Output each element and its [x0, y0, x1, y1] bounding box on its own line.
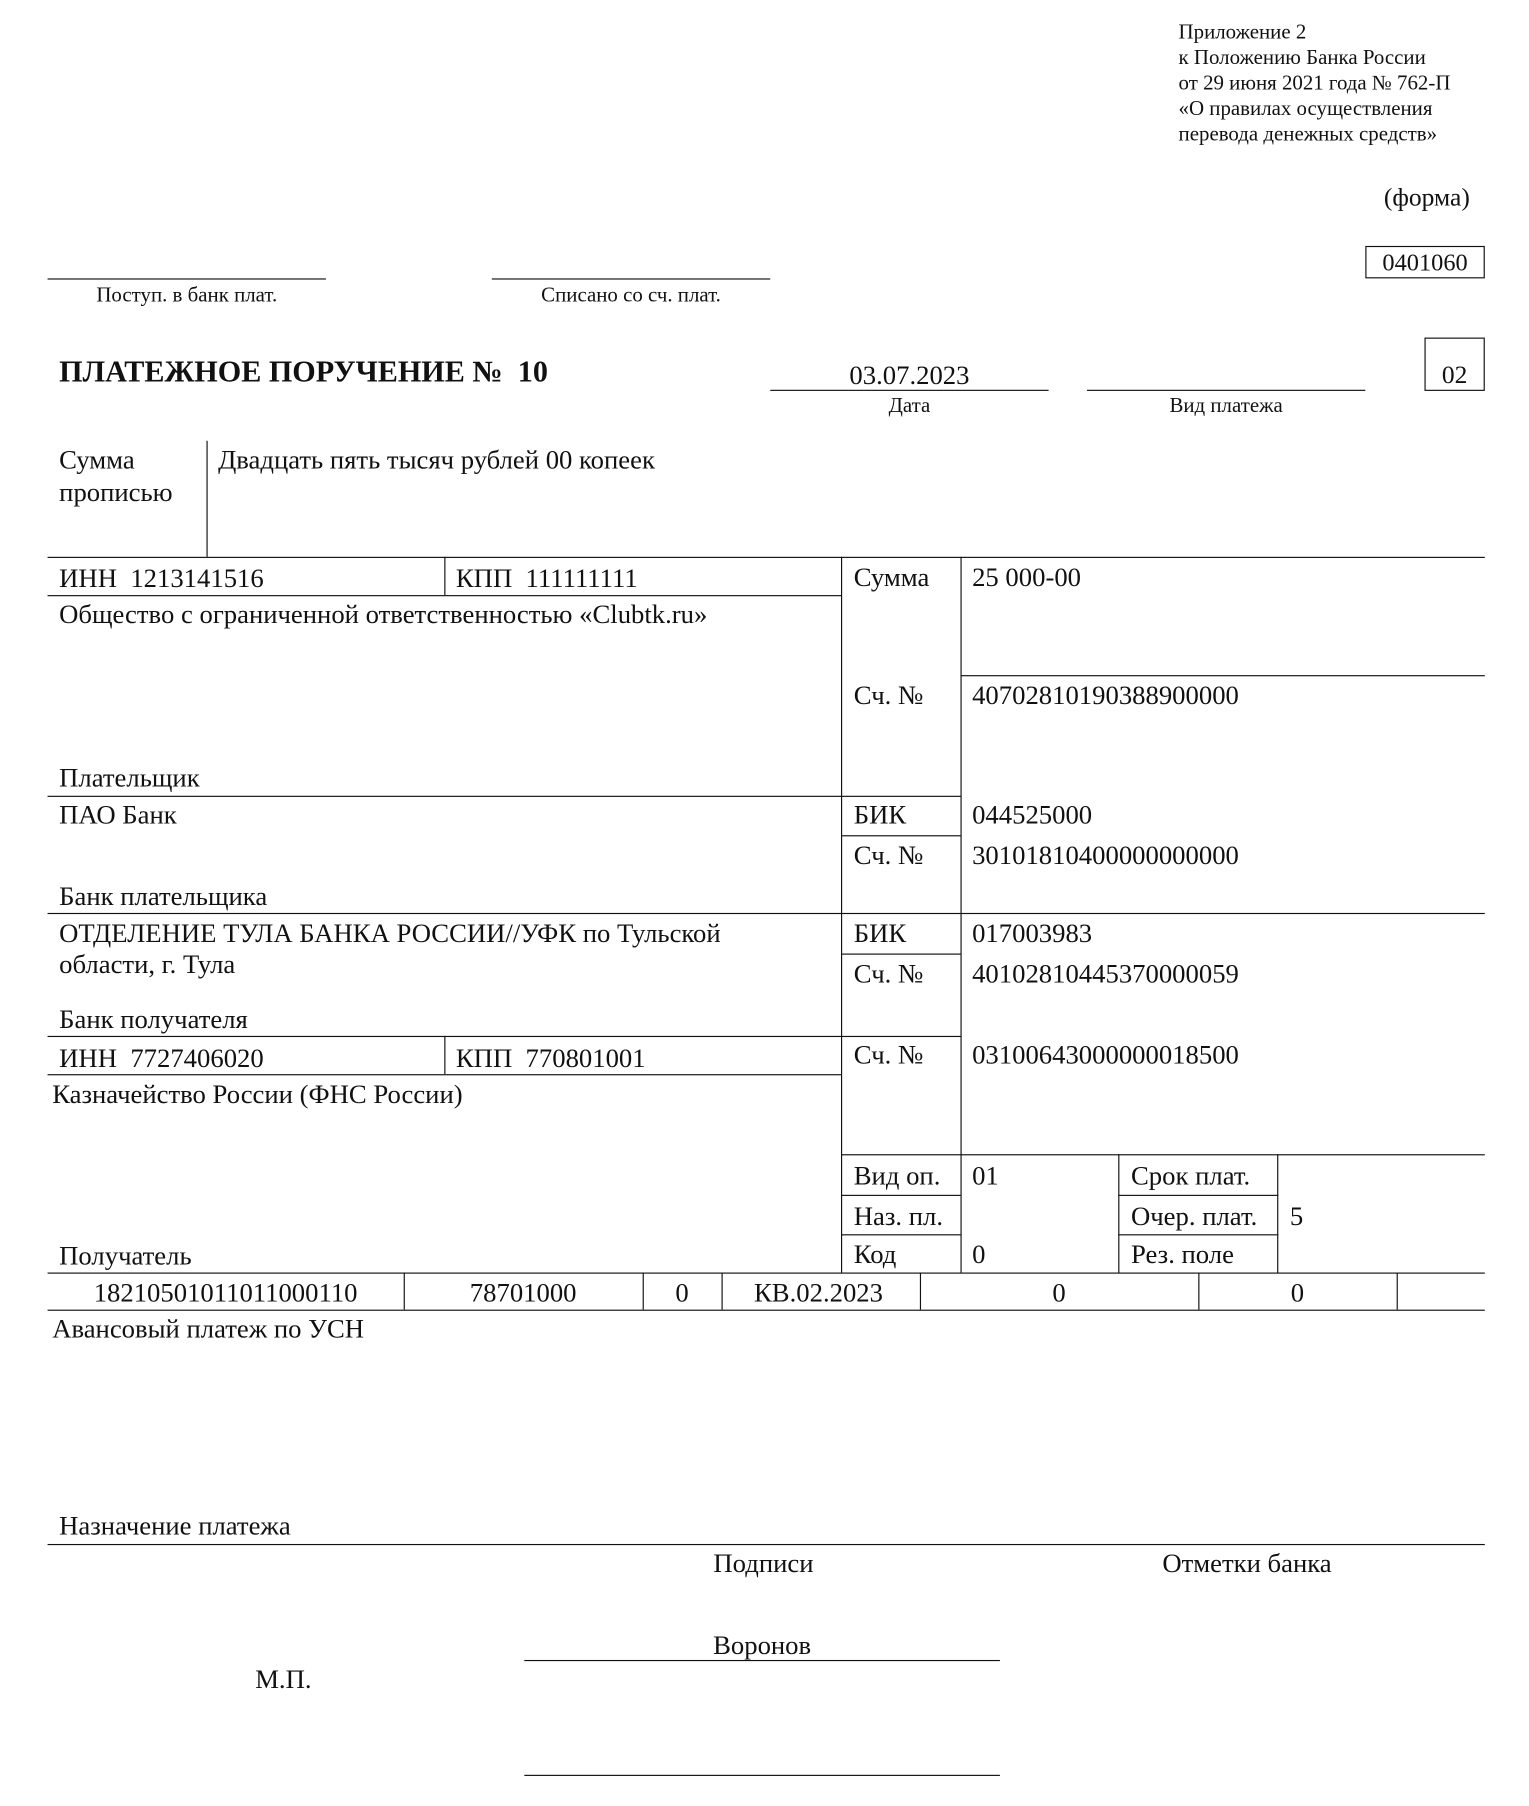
signature-line-1 [524, 1660, 1000, 1661]
payer-bank-acc-label: Сч. № [853, 841, 924, 870]
date-label: Дата [888, 393, 931, 417]
recipient-acc: 03100643000000018500 [972, 1040, 1239, 1070]
signature-line-2 [524, 1775, 1000, 1776]
amount-words-value: Двадцать пять тысяч рублей 00 копеек [218, 445, 655, 475]
payer-bank-bik-label: БИК [853, 800, 907, 830]
divider [48, 796, 961, 797]
tax-field-kbk: 18210501011011000110 [93, 1278, 358, 1308]
recipient-bank-acc: 40102810445370000059 [972, 959, 1239, 989]
op-srok-label: Срок плат. [1131, 1161, 1251, 1191]
status-box [1424, 338, 1484, 391]
received-line [48, 278, 326, 279]
divider [48, 557, 1485, 558]
divider [48, 595, 841, 596]
amount-words-label-2: прописью [59, 477, 173, 507]
divider [841, 557, 842, 1273]
debited-label: Списано со сч. плат. [541, 283, 721, 307]
payment-type-line [1087, 390, 1365, 391]
tax-field-period: КВ.02.2023 [754, 1278, 883, 1308]
op-naz-label: Наз. пл. [853, 1201, 944, 1231]
divider [1277, 1154, 1278, 1272]
bank-marks-label: Отметки банка [1162, 1548, 1332, 1578]
appendix-line: перевода денежных средств» [1178, 121, 1438, 145]
recipient-kpp-label: КПП [455, 1044, 513, 1073]
divider [48, 1036, 961, 1037]
divider [206, 441, 207, 557]
payer-account-label: Сч. № [853, 680, 924, 710]
title-text: ПЛАТЕЖНОЕ ПОРУЧЕНИЕ № [59, 354, 503, 389]
payer-inn-value: 1213141516 [130, 563, 264, 593]
divider [960, 557, 961, 1273]
payer-inn-label: ИНН [59, 563, 117, 593]
tax-field-doc-date: 0 [1290, 1278, 1305, 1308]
op-ocher-label: Очер. плат. [1131, 1201, 1258, 1231]
recipient-bank-name-1: ОТДЕЛЕНИЕ ТУЛА БАНКА РОССИИ//УФК по Тульской [59, 918, 721, 948]
divider [48, 1273, 1485, 1274]
recipient-bank-acc-label: Сч. № [853, 959, 924, 989]
recipient-inn-value: 7727406020 [130, 1044, 264, 1073]
divider [960, 675, 1484, 676]
payer-name: Общество с ограниченной ответственностью «Clubtk.ru» [59, 599, 708, 629]
payer-bank-bik: 044525000 [972, 800, 1093, 830]
recipient-kpp-value: 770801001 [525, 1044, 646, 1073]
op-vid-label: Вид оп. [853, 1161, 941, 1191]
recipient-bank-label: Банк получателя [59, 1004, 248, 1034]
amount-words-label-1: Сумма [59, 445, 135, 475]
purpose-label: Назначение платежа [59, 1511, 291, 1541]
op-ocher: 5 [1289, 1201, 1304, 1231]
op-kod-label: Код [853, 1240, 897, 1270]
op-kod: 0 [972, 1240, 986, 1270]
signature-name: Воронов [713, 1630, 812, 1660]
payer-bank-name: ПАО Банк [59, 800, 177, 830]
appendix-line: к Положению Банка России [1178, 45, 1426, 69]
divider [48, 1310, 1485, 1311]
payer-kpp-value: 111111111 [525, 563, 638, 593]
page-title [59, 354, 548, 389]
tax-field-doc-number: 0 [1052, 1278, 1066, 1308]
recipient-bank-name-2: области, г. Тула [59, 950, 236, 980]
payer-kpp-label: КПП [455, 563, 513, 593]
amount-value: 25 000-00 [972, 562, 1082, 592]
divider [841, 1234, 960, 1235]
divider [841, 954, 960, 955]
divider [48, 1074, 841, 1075]
appendix-line: Приложение 2 [1178, 19, 1307, 43]
appendix-line: «О правилах осуществления [1178, 96, 1433, 120]
recipient-label: Получатель [59, 1241, 192, 1271]
recipient-inn-label: ИНН [59, 1044, 117, 1073]
form-code-box [1365, 246, 1484, 278]
divider [444, 557, 445, 595]
divider [841, 1195, 960, 1196]
order-date: 03.07.2023 [849, 360, 970, 390]
divider [1118, 1195, 1278, 1196]
appendix-line: от 29 июня 2021 года № 762-П [1178, 70, 1451, 94]
recipient-acc-label: Сч. № [853, 1040, 924, 1070]
debited-line [492, 278, 770, 279]
amount-label: Сумма [853, 562, 930, 592]
divider [444, 1036, 445, 1074]
divider [722, 1273, 723, 1310]
divider [841, 835, 960, 836]
signatures-label: Подписи [713, 1548, 814, 1578]
divider [1118, 1234, 1278, 1235]
payer-inn [59, 565, 264, 592]
recipient-bank-bik-label: БИК [853, 918, 907, 948]
date-line [770, 390, 1048, 391]
payment-type-label: Вид платежа [1169, 393, 1283, 417]
status-code: 02 [1441, 359, 1468, 389]
payer-label: Плательщик [59, 763, 200, 793]
payer-bank-acc: 30101810400000000000 [972, 841, 1239, 870]
mp-label: М.П. [255, 1664, 312, 1694]
form-label: (форма) [1383, 182, 1470, 212]
payer-kpp [456, 565, 638, 592]
divider [48, 913, 1485, 914]
op-rez-label: Рез. поле [1131, 1240, 1234, 1270]
payer-bank-label: Банк плательщика [59, 881, 268, 911]
recipient-kpp [456, 1045, 646, 1072]
divider [1397, 1273, 1398, 1310]
order-number: 10 [517, 354, 548, 389]
op-vid: 01 [972, 1161, 999, 1191]
tax-field-basis: 0 [675, 1278, 689, 1308]
divider [841, 1154, 1485, 1155]
tax-field-oktmo: 78701000 [469, 1278, 577, 1308]
recipient-name: Казначейство России (ФНС России) [52, 1079, 463, 1109]
divider [1118, 1154, 1119, 1272]
divider [48, 1544, 1485, 1545]
recipient-bank-bik: 017003983 [972, 918, 1093, 948]
form-code: 0401060 [1382, 248, 1468, 277]
payer-account-value: 40702810190388900000 [972, 680, 1239, 710]
purpose-value: Авансовый платеж по УСН [52, 1314, 365, 1344]
recipient-inn [59, 1045, 264, 1072]
received-label: Поступ. в банк плат. [96, 283, 278, 307]
